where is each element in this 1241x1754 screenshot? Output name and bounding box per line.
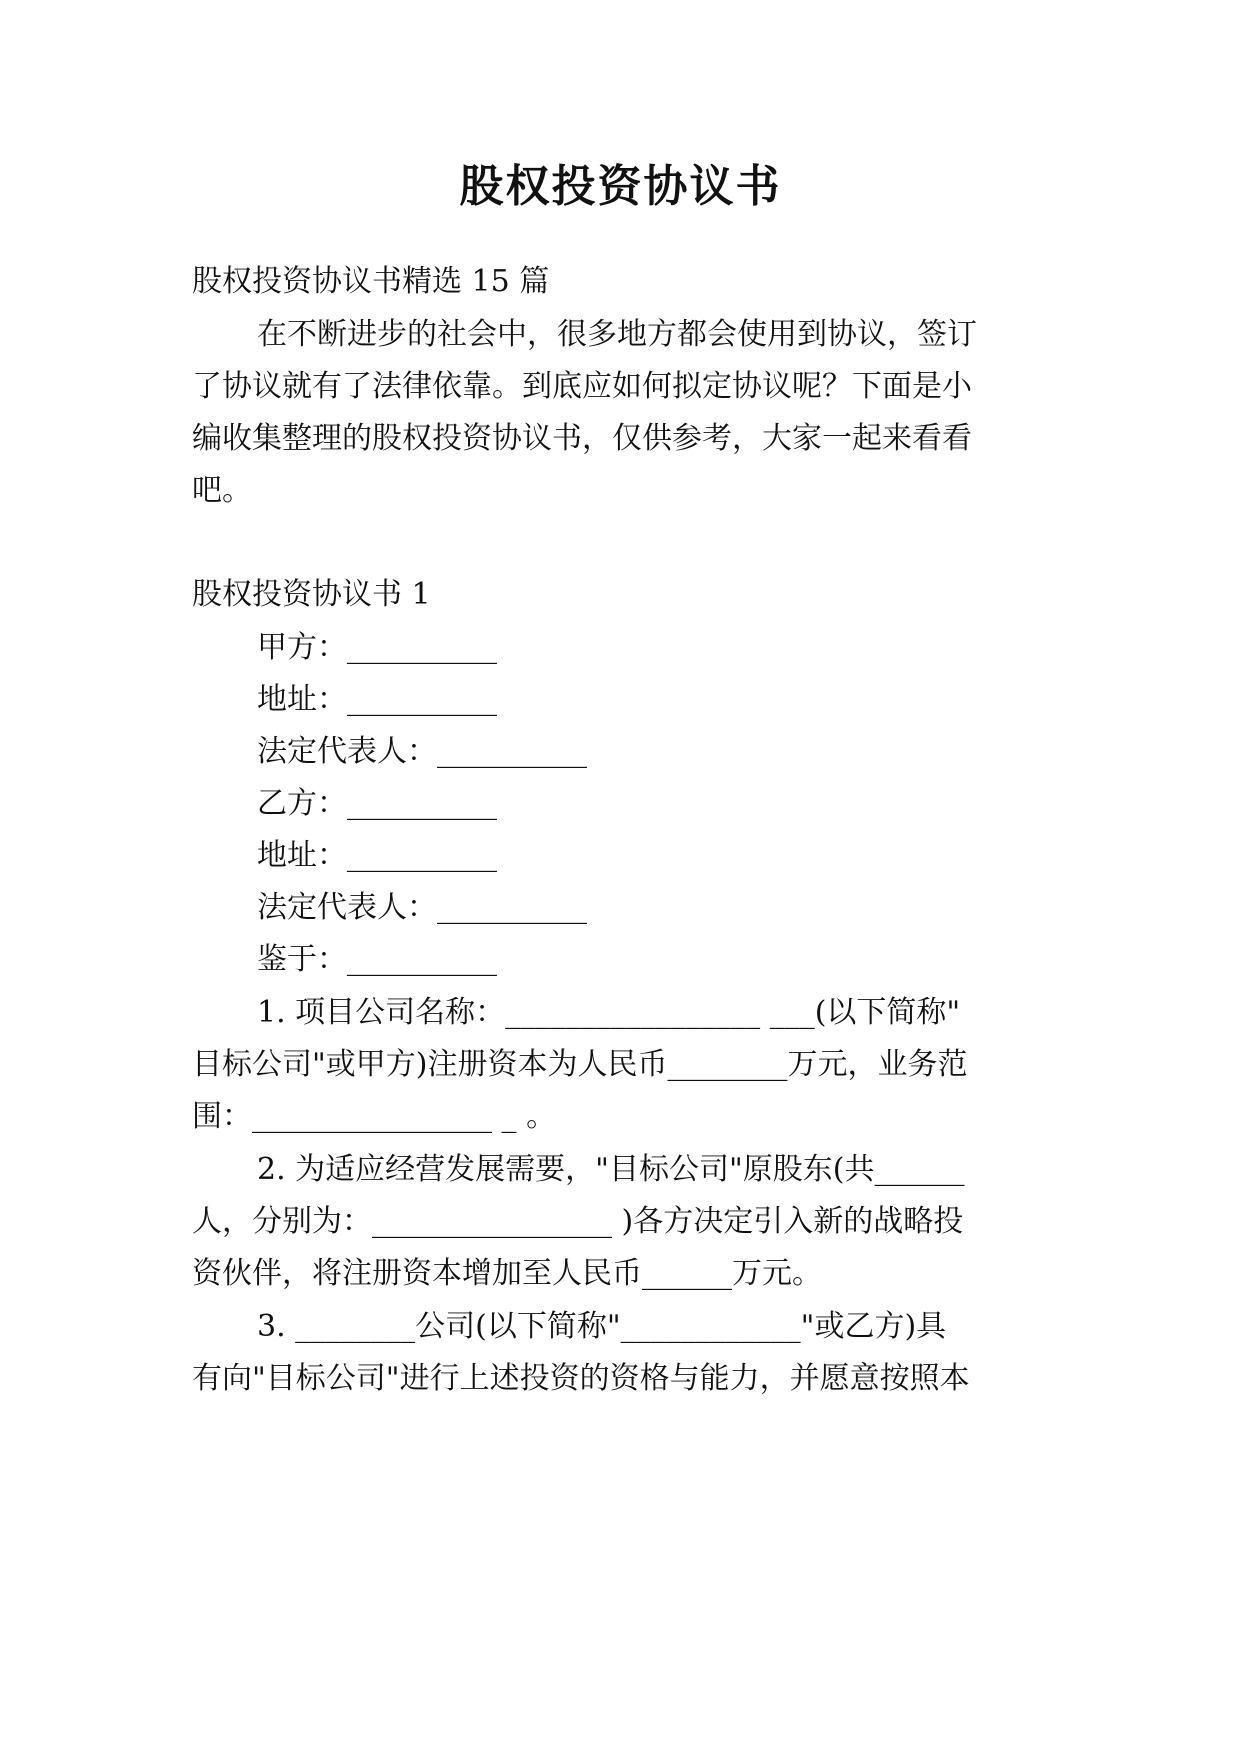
field-address-a: 地址：__________ <box>257 682 497 717</box>
intro-paragraph-line: 在不断进步的社会中，很多地方都会使用到协议，签订 <box>257 317 977 352</box>
document-title: 股权投资协议书 <box>459 161 782 212</box>
intro-paragraph-line: 了协议就有了法律依靠。到底应如何拟定协议呢？下面是小 <box>192 369 972 404</box>
item-2-line: 资伙伴，将注册资本增加至人民币______万元。 <box>192 1256 822 1291</box>
item-3-line: 3. ________公司(以下简称"____________"或乙方)具 <box>257 1309 947 1344</box>
item-1-line: 围：________________ _ 。 <box>192 1099 557 1134</box>
intro-paragraph-line: 吧。 <box>192 473 252 508</box>
intro-heading: 股权投资协议书精选 15 篇 <box>192 264 550 299</box>
field-address-b: 地址：__________ <box>257 838 497 873</box>
item-2-line: 2. 为适应经营发展需要，"目标公司"原股东(共______ <box>257 1152 965 1187</box>
item-2-line: 人，分别为：________________ )各方决定引入新的战略投 <box>192 1204 964 1239</box>
field-whereas: 鉴于：__________ <box>257 942 497 977</box>
intro-paragraph-line: 编收集整理的股权投资协议书，仅供参考，大家一起来看看 <box>192 421 972 456</box>
field-party-a: 甲方：__________ <box>257 630 497 665</box>
item-3-line: 有向"目标公司"进行上述投资的资格与能力，并愿意按照本 <box>192 1361 970 1396</box>
field-legal-rep-a: 法定代表人：__________ <box>257 734 587 769</box>
field-legal-rep-b: 法定代表人：__________ <box>257 890 587 925</box>
item-1-line: 目标公司"或甲方)注册资本为人民币________万元，业务范 <box>192 1047 968 1082</box>
item-1-line: 1. 项目公司名称：_________________ ___(以下简称" <box>257 995 961 1030</box>
section-heading: 股权投资协议书 1 <box>192 577 431 612</box>
field-party-b: 乙方：__________ <box>257 786 497 821</box>
